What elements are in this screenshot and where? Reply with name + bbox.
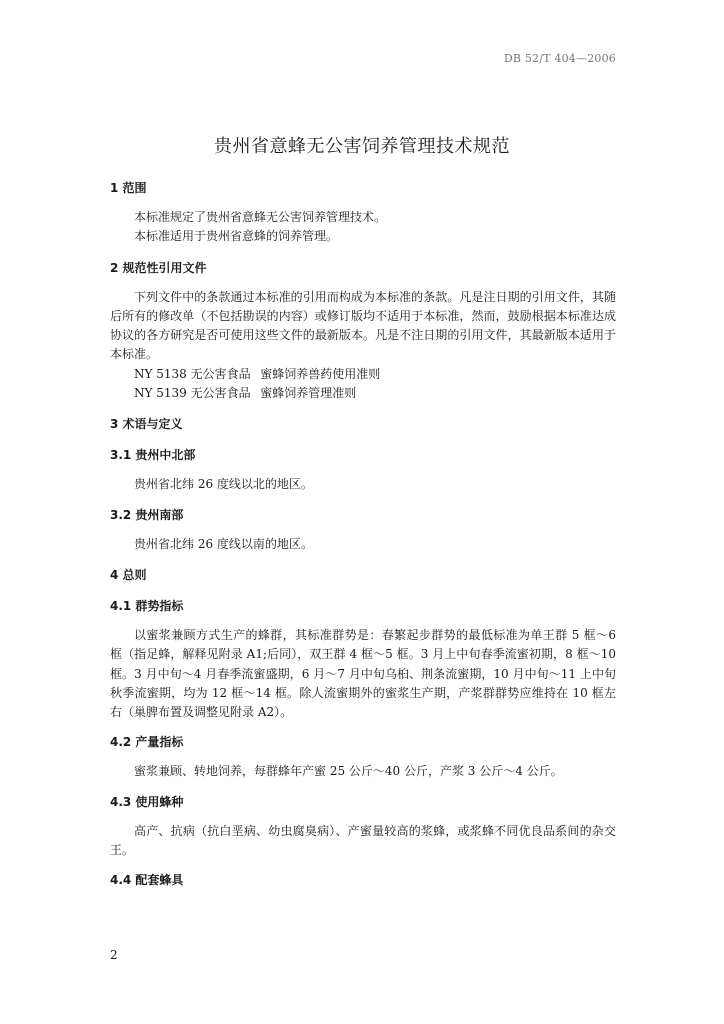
paragraph: 高产、抗病（抗白垩病、幼虫腐臭病）、产蜜量较高的浆蜂，或浆蜂不同优良品系间的杂交王。 — [110, 823, 616, 858]
document-body — [110, 178, 616, 890]
reference-name: 蜜蜂饲养兽药使用准则 — [260, 366, 381, 381]
paragraph: 贵州省北纬 26 度线以北的地区。 — [134, 477, 313, 492]
subsection-heading: 4.3 使用蜂种 — [110, 794, 184, 809]
paragraph: 本标准适用于贵州省意蜂的饲养管理。 — [134, 229, 339, 244]
reference-item — [110, 384, 616, 403]
reference-name: 蜜蜂饲养管理准则 — [260, 386, 357, 401]
subsection-heading: 4.1 群势指标 — [110, 598, 184, 613]
paragraph: 以蜜浆兼顾方式生产的蜂群，其标准群势是：春繁起步群势的最低标准为单王群 5 框～6 框（指足蜂，解释见附录 A1;后同），双王群 4 框～5 框。3 月上中旬春季流蜜初期，8 框～10 框。3 月中旬～4 月春季流蜜盛期，6 月～7 月中旬乌桕、荆条流蜜期，10 月中旬～11 上中旬秋季流蜜期，均为 12 框～14 框。除人流蜜期外的蜜浆生产期，产浆群群势应维持在 10 框左右（巢脾布置及调整见附录 A2）。 — [110, 627, 616, 720]
page-number: 2 — [110, 948, 118, 962]
paragraph: 贵州省北纬 26 度线以南的地区。 — [134, 536, 313, 551]
section-heading: 2 规范性引用文件 — [110, 260, 207, 275]
standard-code: DB 52/T 404—2006 — [503, 52, 616, 65]
subsection-heading: 3.2 贵州南部 — [110, 507, 184, 522]
reference-category: 无公害食品 — [190, 366, 251, 381]
subsection-heading: 4.4 配套蜂具 — [110, 873, 184, 888]
document-title: 贵州省意蜂无公害饲养管理技术规范 — [214, 136, 510, 157]
paragraph: 下列文件中的条款通过本标准的引用而构成为本标准的条款。凡是注日期的引用文件，其随后所有的修改单（不包括勘误的内容）或修订版均不适用于本标准，然而，鼓励根据本标准达成协议的各方研究是否可使用这些文件的最新版本。凡是不注日期的引用文件，其最新版本适用于本标准。 — [110, 289, 616, 362]
reference-code: NY 5139 — [134, 386, 187, 401]
section-heading: 3 术语与定义 — [110, 417, 183, 432]
paragraph: 本标准规定了贵州省意蜂无公害饲养管理技术。 — [134, 210, 387, 224]
paragraph: 蜜浆兼顾、转地饲养，每群蜂年产蜜 25 公斤～40 公斤，产浆 3 公斤～4 公斤。 — [134, 764, 563, 779]
reference-code: NY 5138 — [134, 366, 187, 381]
subsection-heading: 3.1 贵州中北部 — [110, 448, 196, 463]
subsection-heading: 4.2 产量指标 — [110, 735, 184, 750]
section-heading: 4 总则 — [110, 567, 147, 582]
section-heading: 1 范围 — [110, 181, 147, 195]
reference-category: 无公害食品 — [190, 386, 251, 401]
reference-item — [110, 365, 616, 384]
